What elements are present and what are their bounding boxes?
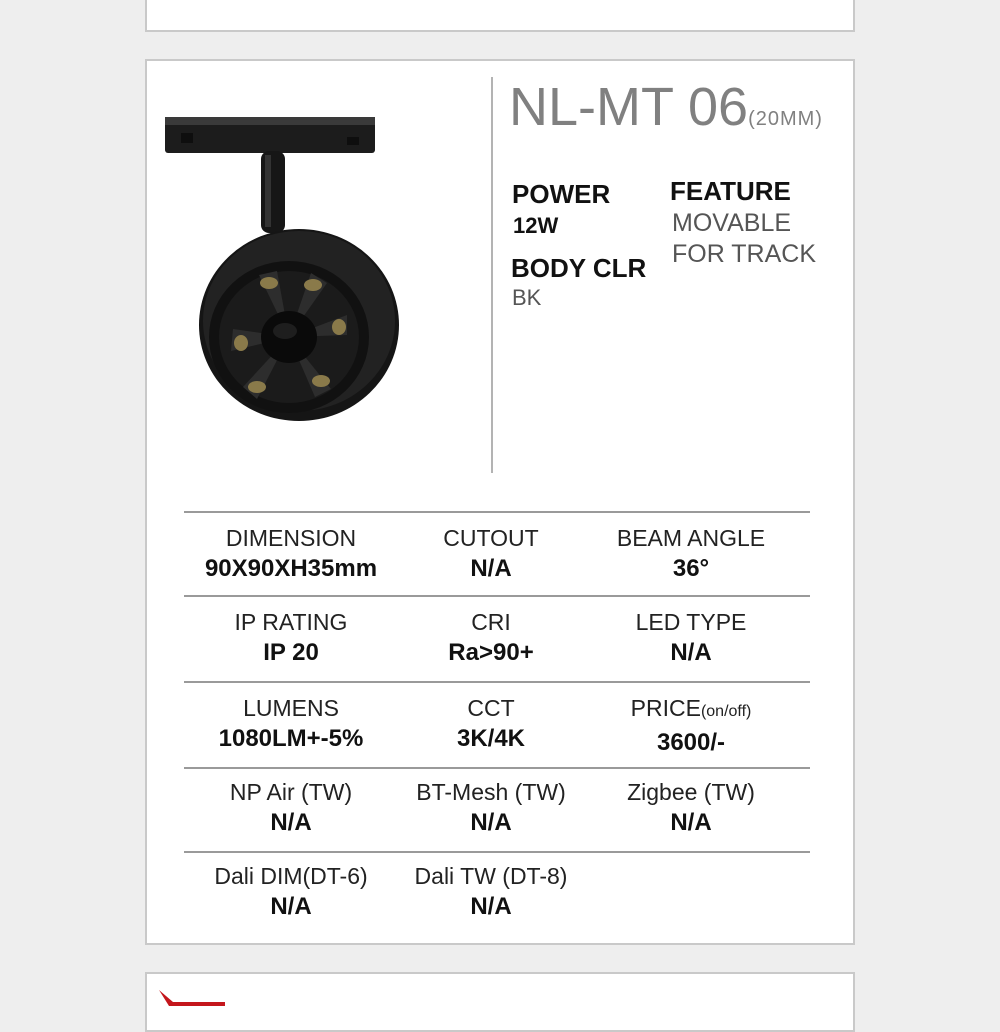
spec-cell-led-type	[586, 607, 796, 669]
spec-label: BEAM ANGLE	[616, 525, 766, 551]
spec-cell-price	[586, 693, 796, 759]
spec-label: CUTOUT	[443, 525, 539, 551]
price-label: PRICE	[630, 695, 701, 721]
spec-cell-dali-tw	[386, 861, 596, 923]
spec-value: N/A	[670, 639, 712, 666]
track-spotlight-image	[161, 115, 401, 425]
spec-cell-cri	[386, 607, 596, 669]
power-label: POWER	[512, 179, 611, 209]
spec-label: Zigbee (TW)	[627, 779, 755, 805]
power-value: 12W	[513, 213, 559, 238]
spec-cell-dimension	[186, 523, 396, 585]
spec-value: 36°	[672, 555, 710, 582]
spec-label: Dali DIM(DT-6)	[214, 863, 368, 889]
spec-value: IP 20	[263, 639, 319, 666]
spec-label: BT-Mesh (TW)	[416, 779, 566, 805]
spec-cell-ip-rating	[186, 607, 396, 669]
spec-cell-np-air	[186, 777, 396, 839]
product-card	[145, 59, 855, 945]
spec-cell-dali-dim	[186, 861, 396, 923]
spec-label: DIMENSION	[225, 525, 357, 551]
previous-product-card	[145, 0, 855, 32]
feature-label: FEATURE	[670, 176, 791, 206]
model-size: (20MM)	[748, 108, 823, 130]
spec-label: CCT	[467, 695, 515, 721]
spec-value: N/A	[270, 893, 312, 920]
body-clr-label: BODY CLR	[511, 253, 647, 283]
body-clr-value: BK	[512, 285, 542, 310]
spec-cell-bt-mesh	[386, 777, 596, 839]
vertical-divider	[491, 77, 493, 473]
spec-label: Dali TW (DT-8)	[414, 863, 568, 889]
spec-value: N/A	[470, 809, 512, 836]
price-label-suffix: (on/off)	[700, 703, 752, 720]
spec-value: N/A	[470, 555, 512, 582]
feature-line-2: FOR TRACK	[672, 240, 816, 268]
spec-value: N/A	[670, 809, 712, 836]
spec-value: 1080LM+-5%	[218, 725, 364, 752]
spec-cell-cutout	[386, 523, 596, 585]
table-divider	[184, 595, 810, 597]
spec-value: 3K/4K	[456, 725, 526, 752]
table-divider	[184, 767, 810, 769]
spec-label: CRI	[471, 609, 511, 635]
spec-cell-beam-angle	[586, 523, 796, 585]
model-name: NL-MT 06	[509, 77, 749, 137]
model-title	[509, 75, 823, 151]
spec-value: 3600/-	[656, 729, 726, 756]
spec-value: Ra>90+	[448, 639, 534, 666]
spec-cell-zigbee	[586, 777, 796, 839]
table-divider	[184, 511, 810, 513]
spec-cell-lumens	[186, 693, 396, 755]
table-divider	[184, 851, 810, 853]
spec-value: N/A	[470, 893, 512, 920]
spec-label: NP Air (TW)	[229, 779, 353, 805]
spec-label: IP RATING	[234, 609, 348, 635]
spec-cell-cct	[386, 693, 596, 755]
spec-label: LED TYPE	[635, 609, 747, 635]
table-divider	[184, 681, 810, 683]
spec-value: 90X90XH35mm	[204, 555, 378, 582]
feature-line-1: MOVABLE	[672, 209, 792, 237]
brand-mark-icon	[159, 988, 229, 1008]
spec-value: N/A	[270, 809, 312, 836]
spec-label: LUMENS	[243, 695, 339, 721]
spec-label	[586, 693, 796, 727]
next-product-card	[145, 972, 855, 1032]
